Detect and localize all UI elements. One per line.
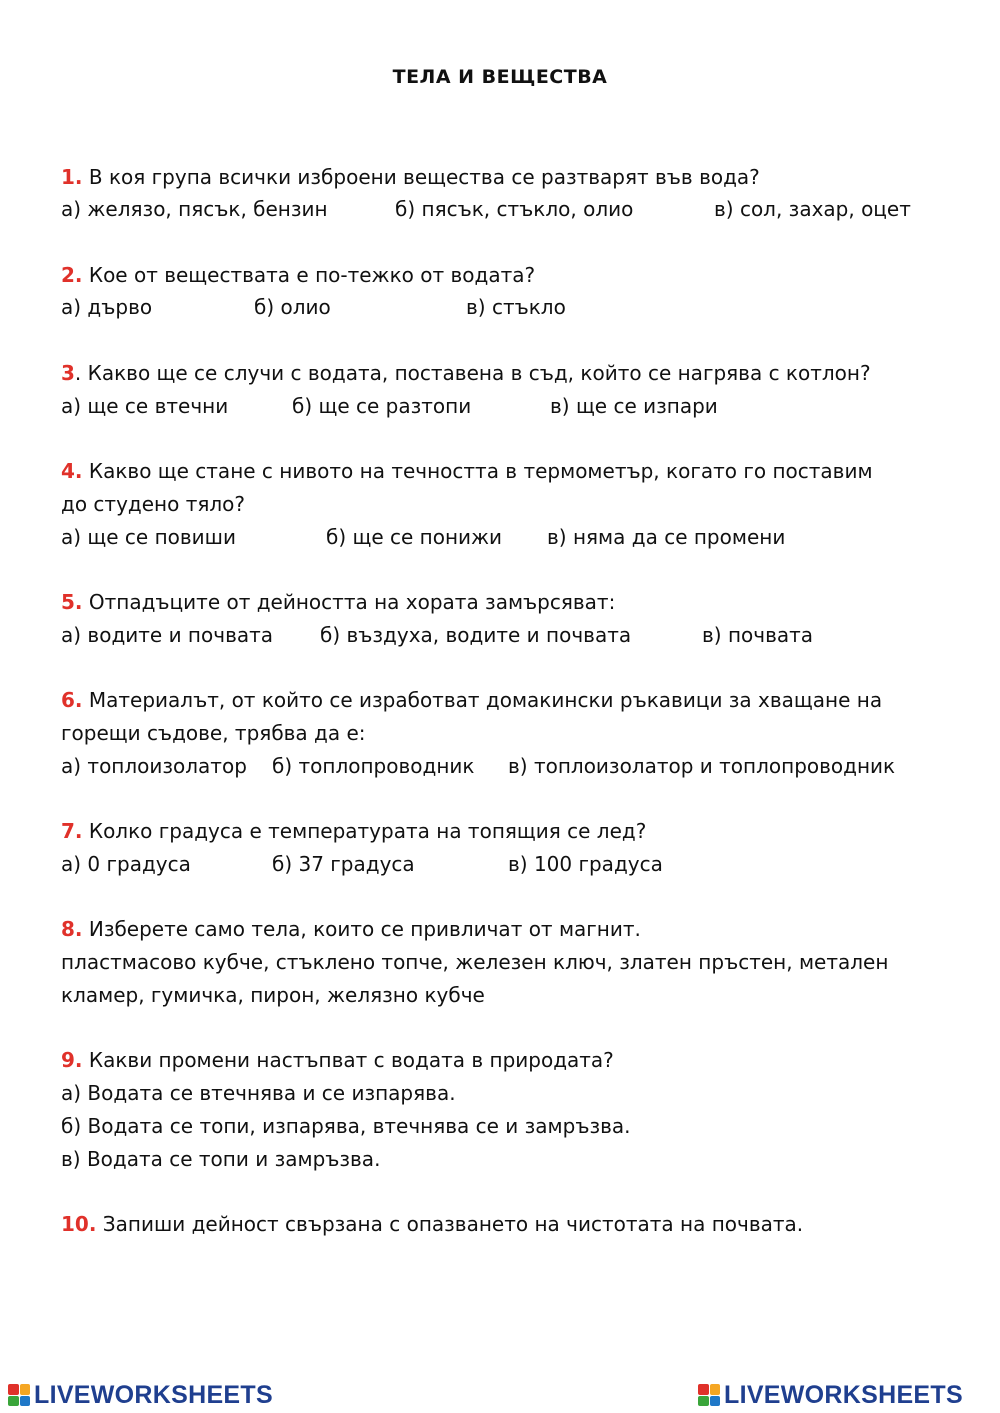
option-b[interactable]: б) пясък, стъкло, олио xyxy=(395,197,634,221)
option-c[interactable]: в) сол, захар, оцет xyxy=(714,197,911,221)
liveworksheets-logo-left xyxy=(8,1378,273,1412)
question-text: Материалът, от който се изработват домакински ръкавици за хващане на xyxy=(82,688,883,712)
liveworksheets-icon xyxy=(698,1384,720,1406)
option-b[interactable]: б) Водата се топи, изпарява, втечнява се и замръзва. xyxy=(61,1114,631,1138)
question-10 xyxy=(61,1208,803,1240)
question-text: Какво ще стане с нивото на течността в термометър, когато го поставим xyxy=(82,459,873,483)
question-1 xyxy=(61,161,760,193)
brand-text: LIVEWORKSHEETS xyxy=(724,1380,963,1409)
question-number: 9. xyxy=(61,1048,83,1072)
question-number: 5. xyxy=(61,590,83,614)
option-b[interactable]: б) ще се понижи xyxy=(326,525,503,549)
option-a[interactable]: а) дърво xyxy=(61,295,153,319)
question-text: Кое от веществата е по-тежко от водата? xyxy=(82,263,536,287)
option-b[interactable]: б) 37 градуса xyxy=(272,852,415,876)
option-b[interactable]: б) ще се разтопи xyxy=(292,394,472,418)
option-c[interactable]: в) топлоизолатор и топлопроводник xyxy=(508,754,896,778)
question-number: 7. xyxy=(61,819,83,843)
option-b[interactable]: б) въздуха, водите и почвата xyxy=(320,623,632,647)
question-2 xyxy=(61,259,535,291)
option-b[interactable]: б) олио xyxy=(254,295,331,319)
question-number: 6. xyxy=(61,688,83,712)
question-text: Какви промени настъпват с водата в природата? xyxy=(82,1048,614,1072)
option-a[interactable]: а) топлоизолатор xyxy=(61,754,247,778)
option-a[interactable]: а) желязо, пясък, бензин xyxy=(61,197,328,221)
question-4 xyxy=(61,455,873,487)
page-title: ТЕЛА И ВЕЩЕСТВА xyxy=(392,66,608,88)
option-a[interactable]: а) ще се втечни xyxy=(61,394,229,418)
question-text: Отпадъците от дейността на хората замърсяват: xyxy=(82,590,616,614)
question-text: Запиши дейност свързана с опазването на чистотата на почвата. xyxy=(96,1212,804,1236)
question-number: 3 xyxy=(61,361,75,385)
question-number: 10. xyxy=(61,1212,97,1236)
option-c[interactable]: в) няма да се промени xyxy=(547,525,786,549)
option-c[interactable]: в) Водата се топи и замръзва. xyxy=(61,1147,381,1171)
question-6 xyxy=(61,684,882,716)
question-9 xyxy=(61,1044,614,1076)
question-8-items-line-1[interactable]: пластмасово кубче, стъклено топче, железен ключ, златен пръстен, метален xyxy=(61,950,889,974)
question-text: Колко градуса е температурата на топящия се лед? xyxy=(82,819,647,843)
question-8 xyxy=(61,913,641,945)
question-text: В коя група всички изброени вещества се разтварят във вода? xyxy=(82,165,760,189)
question-8-items-line-2[interactable]: кламер, гумичка, пирон, желязно кубче xyxy=(61,983,485,1007)
option-a[interactable]: а) 0 градуса xyxy=(61,852,191,876)
question-number: 8. xyxy=(61,917,83,941)
question-text: . Какво ще се случи с водата, поставена в съд, който се нагрява с котлон? xyxy=(74,361,871,385)
question-6-continued: горещи съдове, трябва да е: xyxy=(61,721,366,745)
option-c[interactable]: в) 100 градуса xyxy=(508,852,663,876)
option-a[interactable]: а) водите и почвата xyxy=(61,623,274,647)
liveworksheets-logo-right xyxy=(698,1378,963,1412)
question-number: 1. xyxy=(61,165,83,189)
question-3 xyxy=(61,357,871,389)
question-5 xyxy=(61,586,615,618)
liveworksheets-icon xyxy=(8,1384,30,1406)
question-number: 4. xyxy=(61,459,83,483)
question-7 xyxy=(61,815,646,847)
option-c[interactable]: в) ще се изпари xyxy=(550,394,718,418)
question-4-continued: до студено тяло? xyxy=(61,492,246,516)
option-b[interactable]: б) топлопроводник xyxy=(272,754,475,778)
option-a[interactable]: а) ще се повиши xyxy=(61,525,236,549)
option-c[interactable]: в) почвата xyxy=(702,623,814,647)
brand-text: LIVEWORKSHEETS xyxy=(34,1380,273,1409)
option-c[interactable]: в) стъкло xyxy=(466,295,566,319)
option-a[interactable]: а) Водата се втечнява и се изпарява. xyxy=(61,1081,456,1105)
question-text: Изберете само тела, които се привличат от магнит. xyxy=(82,917,641,941)
question-number: 2. xyxy=(61,263,83,287)
